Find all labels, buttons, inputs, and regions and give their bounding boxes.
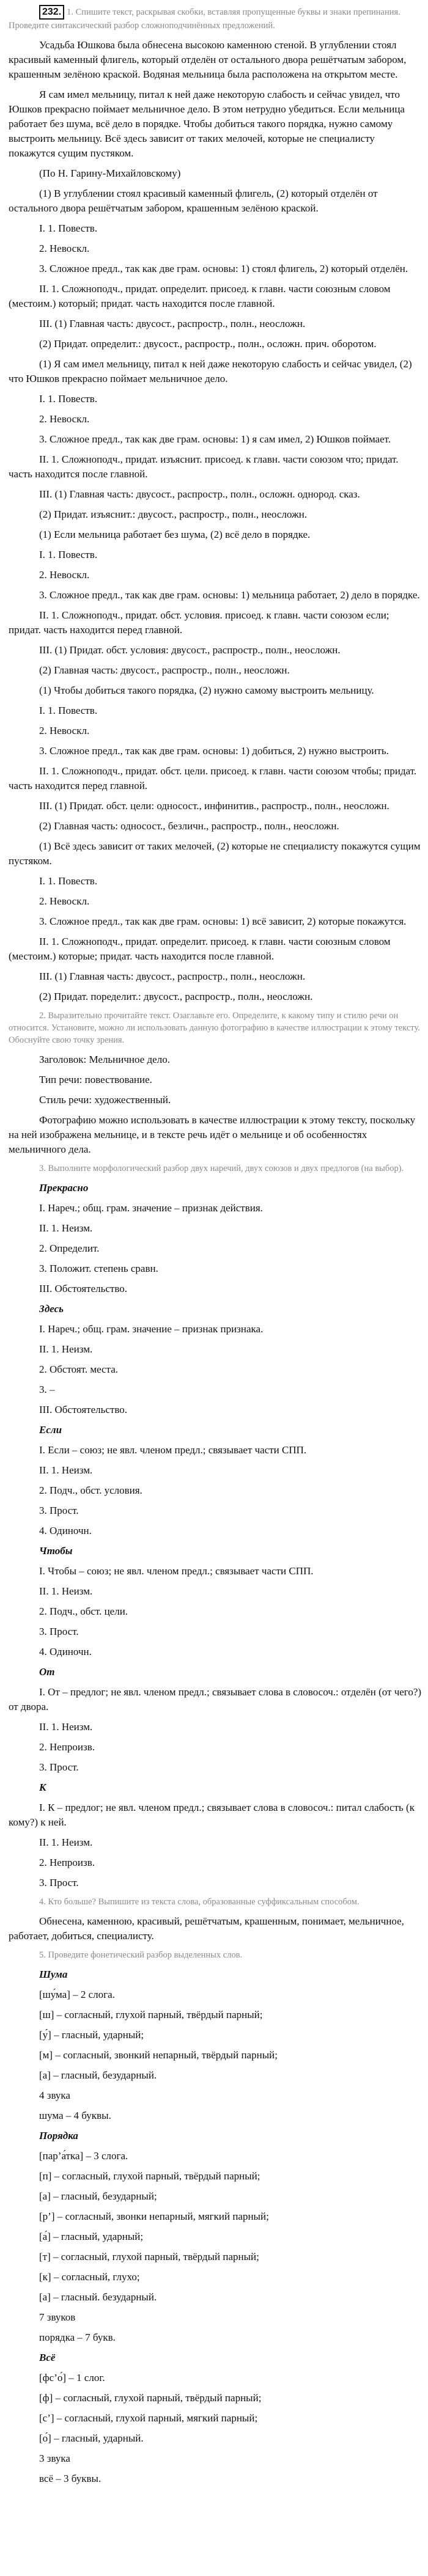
word-analysis-line: [а] – гласный. безударный. xyxy=(39,2291,157,2303)
analysis-line: III. (1) Придат. обст. цели: односост., инфинитив., распростр., полн., неосложн. xyxy=(39,800,389,812)
analysis-line: 3. Сложное предл., так как две грам. основы: 1) добиться, 2) нужно выстроить. xyxy=(39,745,389,757)
word-analysis-line: [а] – гласный, безударный. xyxy=(39,2069,157,2081)
word-analysis-line: 3 звука xyxy=(39,2453,70,2464)
word-analysis-line: 3. Прост. xyxy=(39,1626,79,1637)
word-analysis-line: I. От – предлог; не явл. членом предл.; связывает слова в словосоч.: отделён (от чего?) от двора. xyxy=(9,1686,422,1712)
analysis-line: I. 1. Повеств. xyxy=(39,549,98,560)
word-analysis-line: [а] – гласный, безударный; xyxy=(39,2190,157,2202)
word-analysis-line: 2. Подч., обст. условия. xyxy=(39,1484,142,1496)
analysis-line: III. (1) Главная часть: двусост., распростр., полн., неосложн. xyxy=(39,318,306,329)
analyzed-sentence: (1) Я сам имел мельницу, питал к ней даже некоторую слабость и сейчас увидел, (2) что Юшков прекрасно поймает мельничное дело. xyxy=(9,358,412,384)
speech-type-line: Тип речи: повествование. xyxy=(39,1074,152,1085)
analysis-line: III. (1) Придат. обст. условия: двусост., распростр., полн., неосложн. xyxy=(39,644,341,656)
analysis-line: (2) Главная часть: двусост., распростр., полн., неосложн. xyxy=(39,664,290,676)
phonetic-analyses xyxy=(9,1967,422,2486)
word-analysis-line: I. Нареч.; общ. грам. значение – признак действия. xyxy=(39,1202,263,1214)
word-analysis-line: [о́] – гласный, ударный. xyxy=(39,2432,144,2444)
word-analysis-line: [ш] – согласный, глухой парный, твёрдый парный; xyxy=(39,2009,263,2020)
word-analysis-line: [с’] – согласный, глухой парный, мягкий парный; xyxy=(39,2412,258,2424)
analysis-line: 3. Сложное предл., так как две грам. основы: 1) стоял флигель, 2) который отделён. xyxy=(39,263,408,274)
analysis-line: 3. Сложное предл., так как две грам. основы: 1) мельница работает, 2) дело в порядке. xyxy=(39,589,420,601)
word-analysis-line: 4. Одиночн. xyxy=(39,1646,92,1657)
word-analysis-line: [у́] – гласный, ударный; xyxy=(39,2029,144,2041)
analyzed-word-heading: Шума xyxy=(39,1969,68,1980)
word-analysis-line: II. 1. Неизм. xyxy=(39,1721,93,1733)
analyzed-sentence: (1) Всё здесь зависит от таких мелочей, (2) которые не специалисту покажутся сущим пустяком. xyxy=(9,840,421,867)
word-analysis-line: I. Нареч.; общ. грам. значение – признак признака. xyxy=(39,1323,264,1335)
analyzed-sentence: (1) Если мельница работает без шума, (2) всё дело в порядке. xyxy=(39,529,311,540)
word-analysis-line: 3. Положит. степень сравн. xyxy=(39,1263,158,1274)
analysis-line: 2. Невоскл. xyxy=(39,725,90,736)
word-analysis-line: всё – 3 буквы. xyxy=(39,2473,101,2484)
word-analysis-line: I. К – предлог; не явл. членом предл.; связывает слова в словосоч.: питал слабость (к кому?) к ней. xyxy=(9,1802,415,1828)
analyzed-word-heading: От xyxy=(39,1666,55,1678)
word-analysis-line: порядка – 7 букв. xyxy=(39,2332,116,2343)
analyzed-word-heading: Если xyxy=(39,1424,62,1436)
analysis-line: I. 1. Повеств. xyxy=(39,393,98,405)
analysis-line: 2. Невоскл. xyxy=(39,569,90,581)
analyzed-word-heading: Порядка xyxy=(39,2130,78,2141)
analysis-line: (2) Придат. поределит.: двусост., распростр., полн., неосложн. xyxy=(39,991,313,1002)
word-analysis-line: [т] – согласный, глухой парный, твёрдый парный; xyxy=(39,2251,259,2262)
analysis-line: 3. Сложное предл., так как две грам. основы: 1) всё зависит, 2) которые покажутся. xyxy=(39,916,407,927)
word-analysis-line: I. Чтобы – союз; не явл. членом предл.; связывает части СПП. xyxy=(39,1565,314,1577)
speech-style-line: Стиль речи: художественный. xyxy=(39,1094,171,1106)
word-analysis-line: 2. Непроизв. xyxy=(39,1741,95,1753)
word-analysis-line: 3. – xyxy=(39,1384,55,1395)
analysis-line: II. 1. Сложноподч., придат. обст. цели. присоед. к главн. части союзом чтобы; придат. часть находится перед главной. xyxy=(9,765,417,791)
analyzed-word-heading: Чтобы xyxy=(39,1545,73,1557)
word-analysis-line: [пар’а́тка] – 3 слога. xyxy=(39,2150,128,2162)
analysis-line: 2. Невоскл. xyxy=(39,895,90,907)
analysis-line: III. (1) Главная часть: двусост., распростр., полн., осложн. однород. сказ. xyxy=(39,488,360,500)
word-analysis-line: [шу́ма] – 2 слога. xyxy=(39,1989,115,2000)
word-analysis-line: 2. Непроизв. xyxy=(39,1857,95,1868)
source-attribution: (По Н. Гарину-Михайловскому) xyxy=(39,167,181,179)
task-1-text: 1. Спишите текст, раскрывая скобки, вставляя пропущенные буквы и знаки препинания. Проведите синтаксический разбор сложноподчинённых предложений. xyxy=(9,7,400,31)
task-2-instruction: 2. Выразительно прочитайте текст. Озаглавьте его. Определите, к какому типу и стилю речи он относится. Установите, можно ли использовать данную фотографию в качестве иллюстрации к этому тексту. Обоснуйте свою точку зрения. xyxy=(9,1011,420,1045)
word-analysis-line: [а́] – гласный, ударный; xyxy=(39,2231,144,2242)
analysis-line: 3. Сложное предл., так как две грам. основы: 1) я сам имел, 2) Юшков поймает. xyxy=(39,433,391,445)
word-analysis-line: 4. Одиночн. xyxy=(39,1525,92,1536)
word-analysis-line: [м] – согласный, звонкий непарный, твёрдый парный; xyxy=(39,2049,278,2061)
analyzed-word-heading: К xyxy=(39,1782,46,1793)
analysis-line: (2) Придат. изъяснит.: двусост., распростр., полн., неосложн. xyxy=(39,508,308,520)
word-analysis-line: III. Обстоятельство. xyxy=(39,1404,128,1415)
task-number-badge: 232. xyxy=(39,5,64,20)
analysis-line: 2. Невоскл. xyxy=(39,413,90,425)
analysis-line: (2) Придат. определит.: двусост., распростр., полн., осложн. прич. оборотом. xyxy=(39,338,377,350)
word-analysis-line: 2. Определит. xyxy=(39,1242,100,1254)
analyzed-word-heading: Здесь xyxy=(39,1303,64,1315)
analysis-line: I. 1. Повеств. xyxy=(39,705,98,716)
analysis-line: I. 1. Повеств. xyxy=(39,875,98,887)
word-analysis-line: 2. Подч., обст. цели. xyxy=(39,1605,128,1617)
word-analysis-line: [к] – согласный, глухо; xyxy=(39,2271,140,2283)
word-analysis-line: III. Обстоятельство. xyxy=(39,1283,128,1294)
word-analysis-line: 3. Прост. xyxy=(39,1761,79,1773)
word-analysis-line: шума – 4 буквы. xyxy=(39,2110,111,2121)
word-analysis-line: 3. Прост. xyxy=(39,1877,79,1888)
word-analysis-line: II. 1. Неизм. xyxy=(39,1837,93,1848)
analyzed-sentence: (1) В углублении стоял красивый каменный флигель, (2) который отделён от остального двора решётчатым забором, крашенным зелёною краской. xyxy=(9,188,378,214)
task-5-instruction: 5. Проведите фонетический разбор выделенных слов. xyxy=(39,1950,243,1960)
task-1-instruction xyxy=(9,5,422,32)
word-analysis-line: 7 звуков xyxy=(39,2311,76,2323)
source-paragraph-2: Я сам имел мельницу, питал к ней даже некоторую слабость и сейчас увидел, что Юшков прекрасно поймает мельничное дело. В этом нетрудно убедиться. Если мельница работает без шума, всё дело в порядке. Чтобы добиться такого порядка, нужно самому выстроить мельницу. Всё здесь зависит от таких мелочей, которые не специалисту покажутся сущим пустяком. xyxy=(9,89,405,159)
word-analysis-line: I. Если – союз; не явл. членом предл.; связывает части СПП. xyxy=(39,1444,307,1456)
word-analysis-line: 3. Прост. xyxy=(39,1505,79,1516)
task-4-instruction: 4. Кто больше? Выпишите из текста слова, образованные суффиксальным способом. xyxy=(39,1897,360,1907)
analysis-line: II. 1. Сложноподч., придат. изъяснит. присоед. к главн. части союзом что; придат. часть находится после главной. xyxy=(9,453,399,480)
analyzed-word-heading: Прекрасно xyxy=(39,1182,89,1194)
word-analysis-line: 2. Обстоят. места. xyxy=(39,1363,119,1375)
word-analysis-line: [фс’о́] – 1 слог. xyxy=(39,2372,105,2383)
word-analysis-line: [ф] – согласный, глухой парный, твёрдый парный; xyxy=(39,2392,262,2404)
word-analysis-line: II. 1. Неизм. xyxy=(39,1585,93,1597)
analysis-line: III. (1) Главная часть: двусост., распростр., полн., неосложн. xyxy=(39,971,306,982)
suffix-words-answer: Обнесена, каменною, красивый, решётчатым, крашенным, понимает, мельничное, работает, добиться, специалисту. xyxy=(9,1915,404,1942)
word-analysis-line: [п] – согласный, глухой парный, твёрдый парный; xyxy=(39,2170,260,2182)
analysis-line: 2. Невоскл. xyxy=(39,243,90,254)
morphology-analyses xyxy=(9,1181,422,1890)
analysis-line: (2) Главная часть: односост., безличн., распростр., полн., неосложн. xyxy=(39,820,339,832)
photo-justification: Фотографию можно использовать в качестве иллюстрации к этому тексту, поскольку на ней изображена мельнице, и в тексте речь идёт о мельнице и об особенностях мельничного дела. xyxy=(9,1114,416,1155)
syntax-analyses xyxy=(9,186,422,1004)
analyzed-word-heading: Всё xyxy=(39,2352,56,2363)
word-analysis-line: II. 1. Неизм. xyxy=(39,1464,93,1476)
analysis-line: II. 1. Сложноподч., придат. определит. присоед. к главн. части союзным словом (местоим.) которые; придат. часть находится после главной. xyxy=(9,936,391,962)
title-line: Заголовок: Мельничное дело. xyxy=(39,1054,170,1065)
analysis-line: II. 1. Сложноподч., придат. обст. условия. присоед. к главн. части союзом если; придат. часть находится перед главной. xyxy=(9,609,389,636)
word-analysis-line: II. 1. Неизм. xyxy=(39,1222,93,1234)
analysis-line: II. 1. Сложноподч., придат. определит. присоед. к главн. части союзным словом (местоим.) который; придат. часть находится после главной. xyxy=(9,283,391,309)
analyzed-sentence: (1) Чтобы добиться такого порядка, (2) нужно самому выстроить мельницу. xyxy=(39,684,374,696)
analysis-line: I. 1. Повеств. xyxy=(39,222,98,234)
word-analysis-line: [р’] – согласный, звонки непарный, мягкий парный; xyxy=(39,2211,269,2222)
task-3-instruction: 3. Выполните морфологический разбор двух наречий, двух союзов и двух предлогов (на выбор). xyxy=(39,1164,404,1173)
word-analysis-line: 4 звука xyxy=(39,2090,70,2101)
word-analysis-line: II. 1. Неизм. xyxy=(39,1343,93,1355)
source-paragraph-1: Усадьба Юшкова была обнесена высокою каменною стеной. В углублении стоял красивый каменный флигель, который отделён от остального двора решётчатым забором, крашенным зелёною краской. Водяная мельница была расположена на открытом месте. xyxy=(9,39,407,80)
